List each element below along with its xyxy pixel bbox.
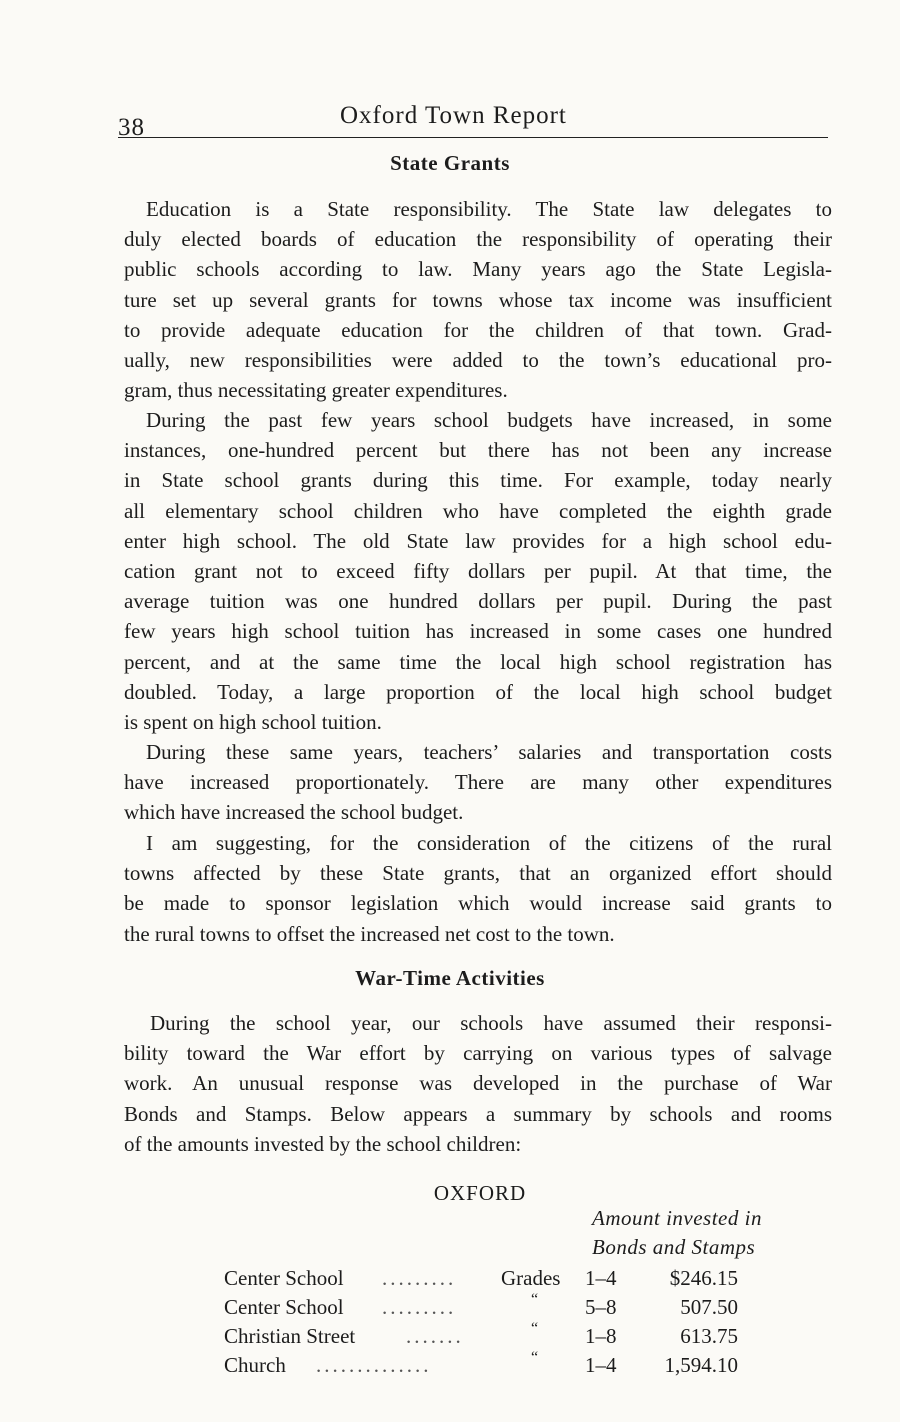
ditto-mark: “ bbox=[531, 1291, 539, 1308]
page-header bbox=[118, 100, 828, 140]
text-line: public schools according to law. Many years ago the State Legisla- bbox=[124, 257, 832, 282]
leader-dots: ......... bbox=[382, 1295, 457, 1319]
text-line: which have increased the school budget. bbox=[124, 800, 464, 825]
header-rule bbox=[118, 137, 828, 138]
paragraph bbox=[124, 828, 832, 949]
school-name: Center School bbox=[224, 1266, 344, 1290]
leader-dots: ....... bbox=[406, 1324, 464, 1348]
text-line: average tuition was one hundred dollars per pupil. During the past bbox=[124, 589, 832, 614]
table-row bbox=[224, 1349, 784, 1383]
table-town-heading: OXFORD bbox=[433, 1181, 527, 1205]
text-line: During the school year, our schools have assumed their responsi- bbox=[150, 1011, 832, 1035]
text-line: ually, new responsibilities were added to the town’s educational pro- bbox=[124, 348, 832, 373]
grade-range: 1–4 bbox=[585, 1353, 617, 1377]
table-row bbox=[224, 1291, 784, 1325]
text-line: towns affected by these State grants, that an organized effort should bbox=[124, 861, 832, 886]
text-line: instances, one-hundred percent but there has not been any increase bbox=[124, 438, 832, 463]
text-line: have increased proportionately. There are many other expenditures bbox=[124, 770, 832, 795]
text-line: duly elected boards of education the responsibility of operating their bbox=[124, 227, 832, 252]
grade-range: 1–8 bbox=[585, 1324, 617, 1348]
text-line: all elementary school children who have completed the eighth grade bbox=[124, 498, 832, 523]
table-row bbox=[224, 1266, 784, 1296]
section-heading-state-grants: State Grants bbox=[390, 151, 510, 175]
ditto-mark: “ bbox=[531, 1349, 539, 1366]
text-line: enter high school. The old State law provides for a high school edu- bbox=[124, 528, 832, 553]
paragraph bbox=[124, 1008, 832, 1159]
ditto-mark: “ bbox=[531, 1320, 539, 1337]
school-name: Christian Street bbox=[224, 1324, 356, 1348]
text-line: in State school grants during this time. For example, today nearly bbox=[124, 468, 832, 493]
paragraph bbox=[124, 194, 832, 405]
text-line: work. An unusual response was developed in the purchase of War bbox=[124, 1071, 832, 1096]
text-line: Education is a State responsibility. The State law delegates to bbox=[146, 197, 832, 221]
text-line: ture set up several grants for towns whose tax income was insufficient bbox=[124, 287, 832, 312]
amount-invested: 507.50 bbox=[680, 1295, 738, 1319]
text-line: of the amounts invested by the school children: bbox=[124, 1131, 522, 1156]
leader-dots: .............. bbox=[316, 1353, 432, 1377]
paragraph bbox=[124, 405, 832, 737]
text-line: During these same years, teachers’ salaries and transportation costs bbox=[146, 740, 832, 764]
text-line: to provide adequate education for the children of that town. Grad- bbox=[124, 317, 832, 342]
text-line: doubled. Today, a large proportion of the local high school budget bbox=[124, 679, 832, 704]
leader-dots: ......... bbox=[382, 1266, 457, 1290]
text-line: be made to sponsor legislation which would increase said grants to bbox=[124, 891, 832, 916]
column-note-line2: Bonds and Stamps bbox=[592, 1235, 756, 1259]
text-line: During the past few years school budgets have increased, in some bbox=[146, 408, 832, 432]
text-line: few years high school tuition has increased in some cases one hundred bbox=[124, 619, 832, 644]
school-name: Church bbox=[224, 1353, 286, 1377]
text-line: bility toward the War effort by carrying on various types of salvage bbox=[124, 1041, 832, 1066]
paragraph bbox=[124, 737, 832, 828]
table-row bbox=[224, 1320, 784, 1354]
grades-label: Grades bbox=[501, 1266, 561, 1290]
text-line: percent, and at the same time the local high school registration has bbox=[124, 649, 832, 674]
running-title: Oxford Town Report bbox=[340, 102, 567, 129]
text-line: gram, thus necessitating greater expenditures. bbox=[124, 378, 508, 403]
text-line: Bonds and Stamps. Below appears a summary by schools and rooms bbox=[124, 1101, 832, 1126]
amount-invested: 613.75 bbox=[680, 1324, 738, 1348]
text-line: I am suggesting, for the consideration of the citizens of the rural bbox=[146, 831, 832, 855]
section-heading-war-time: War-Time Activities bbox=[355, 966, 545, 990]
grade-range: 5–8 bbox=[585, 1295, 617, 1319]
page-number: 38 bbox=[118, 114, 145, 141]
column-note-line1: Amount invested in bbox=[592, 1206, 762, 1230]
amount-invested: 1,594.10 bbox=[664, 1353, 738, 1377]
school-name: Center School bbox=[224, 1295, 344, 1319]
text-line: cation grant not to exceed fifty dollars per pupil. At that time, the bbox=[124, 559, 832, 584]
amount-invested: $246.15 bbox=[669, 1266, 738, 1290]
text-line: the rural towns to offset the increased net cost to the town. bbox=[124, 921, 615, 946]
text-line: is spent on high school tuition. bbox=[124, 710, 382, 735]
grade-range: 1–4 bbox=[585, 1266, 617, 1290]
